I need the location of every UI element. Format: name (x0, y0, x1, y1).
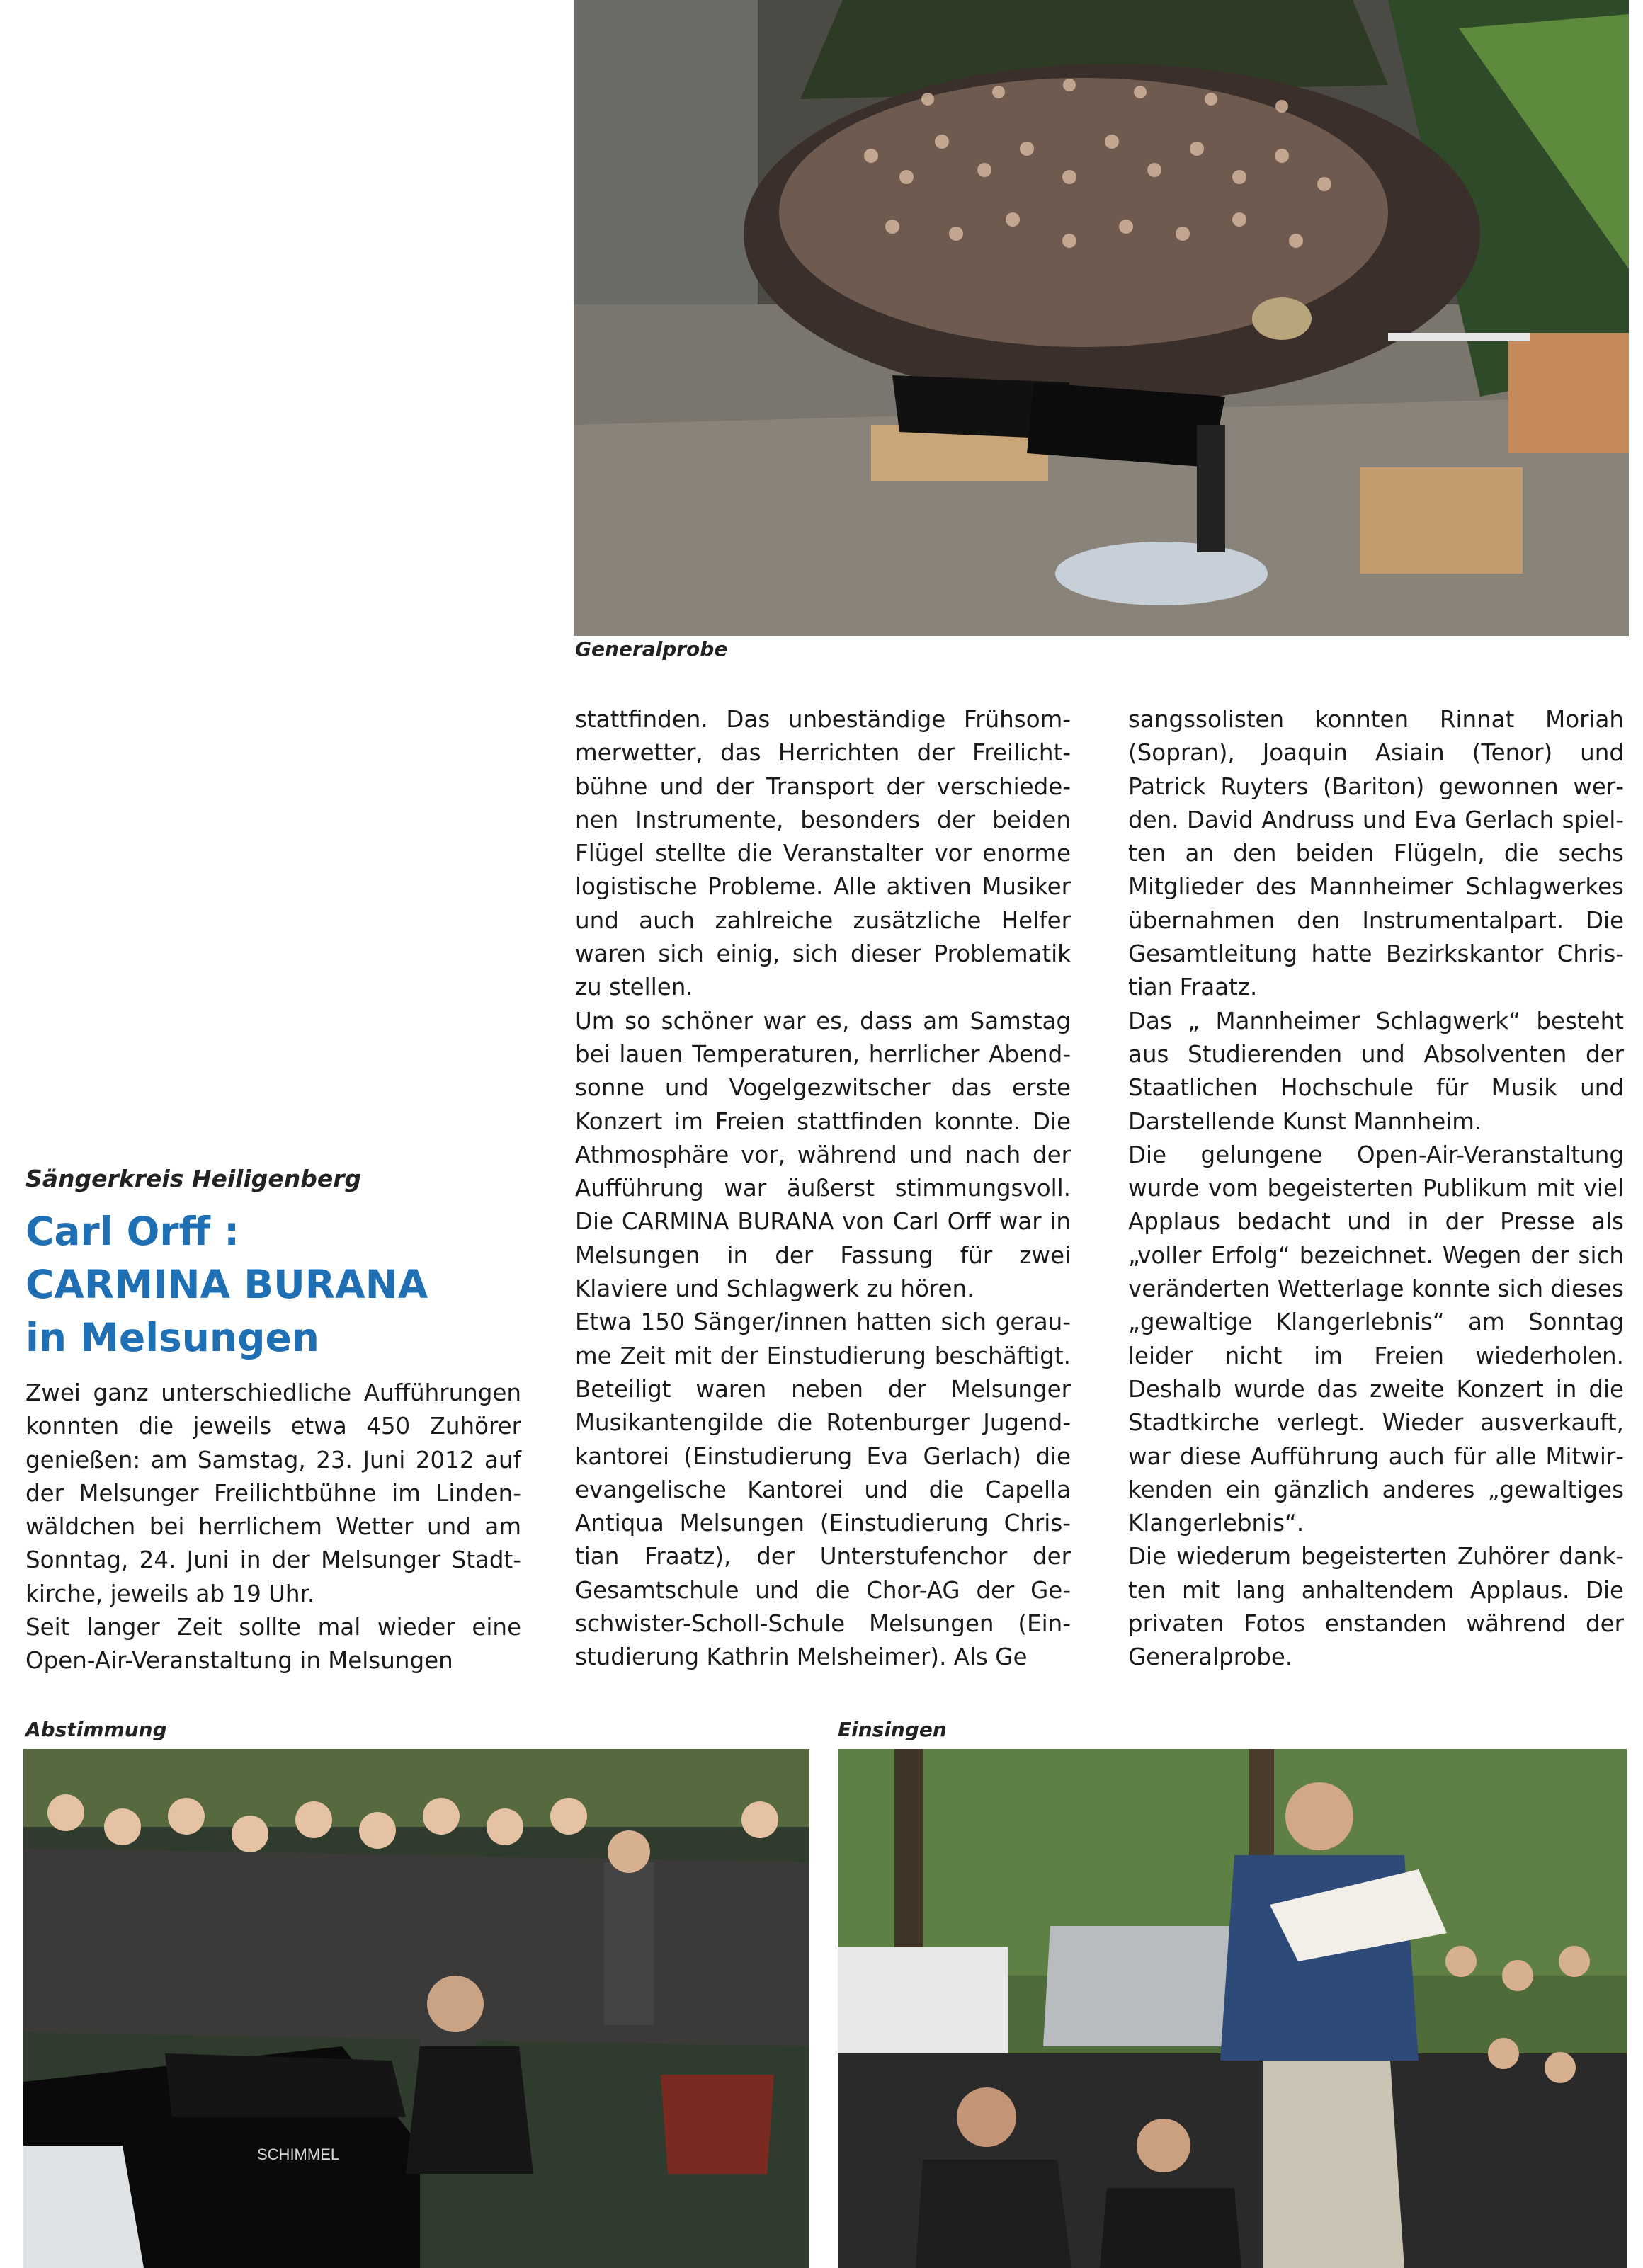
article-kicker: Sängerkreis Heiligenberg (25, 1165, 362, 1192)
photo-caption: Einsingen (838, 1718, 947, 1741)
photo-einsingen (838, 1749, 1627, 2268)
title-line: in Melsungen (25, 1315, 319, 1360)
article-column-3: sangssolisten konnten Rinnat Moriah (Sopran), Joaquin Asiain (Tenor) und Patrick Ruyters (Bariton) gewonnen werden. David Andruss und Eva Gerlach spielten an den beiden Flügeln, die sechs Mitglieder des Mannheimer Schlagwerkes übernahmen den Instrumentalpart. Die Gesamtleitung hatte Bezirkskantor Christian Fraatz. Das „ Mannheimer Schlagwerk“ besteht aus Studierenden und Absolventen der Staatlichen Hochschule für Musik und Darstellende Kunst Mannheim. Die gelungene Open-Air-Veranstaltung wurde vom begeisterten Publikum mit viel Applaus bedacht und in der Presse als „voller Erfolg“ bezeichnet. Wegen der sich veränderten Wetterlage konnte sich dieses „gewaltige Klangerlebnis“ am Sonntag leider nicht im Freien wiederholen. Deshalb wurde das zweite Konzert in die Stadtkirche verlegt. Wieder ausverkauft, war diese Aufführung auch für alle Mitwirkenden ein gänzlich anderes „gewaltiges Klangerlebnis“. Die wiederum begeisterten Zuhörer dankten mit lang anhaltendem Applaus. Die privaten Fotos enstanden während der Generalprobe. (1128, 706, 1624, 1671)
article-title (25, 1205, 535, 1364)
title-line: CARMINA BURANA (25, 1262, 428, 1307)
photo-caption: Generalprobe (575, 637, 728, 661)
photo-abstimmung (23, 1749, 809, 2268)
article-column-1: Zwei ganz unterschiedliche Aufführungen konnten die jeweils etwa 450 Zuhörer genießen: am Samstag, 23. Juni 2012 auf der Melsunger Freilichtbühne im Lindenwäldchen bei herrlichem Wetter und am Sonntag, 24. Juni in der Melsunger Stadtkirche, jeweils ab 19 Uhr. Seit langer Zeit sollte mal wieder eine Open-Air-Veranstaltung in Melsungen (25, 1379, 521, 1675)
piano-brand-logo: SCHIMMEL (257, 2146, 340, 2163)
article-column-2: stattfinden. Das unbeständige Frühsommerwetter, das Herrichten der Freilichtbühne und der Transport der verschiedenen Instrumente, besonders der beiden Flügel stellte die Veranstalter vor enorme logistische Probleme. Alle aktiven Musiker und auch zahlreiche zusätzliche Helfer waren sich einig, sich dieser Problematik zu stellen. Um so schöner war es, dass am Samstag bei lauen Temperaturen, herrlicher Abendsonne und Vogelgezwitscher das erste Konzert im Freien stattfinden konnte. Die Athmosphäre vor, während und nach der Aufführung war äußerst stimmungsvoll. Die CARMINA BURANA von Carl Orff war in Melsungen in der Fassung für zwei Klaviere und Schlagwerk zu hören. Etwa 150 Sänger/innen hatten sich geraume Zeit mit der Einstudierung beschäftigt. Beteiligt waren neben der Melsunger Musikantengilde die Rotenburger Jugendkantorei (Einstudierung Eva Gerlach) die evangelische Kantorei und die Capella Antiqua Melsungen (Einstudierung Christian Fraatz), der Unterstufenchor der Gesamtschule und die Chor-AG der Geschwister-Scholl-Schule Melsungen (Einstudierung Kathrin Melsheimer). Als Ge (575, 706, 1071, 1671)
photo-generalprobe (574, 0, 1629, 636)
photo-caption: Abstimmung (25, 1718, 167, 1741)
title-line: Carl Orff : (25, 1209, 240, 1254)
